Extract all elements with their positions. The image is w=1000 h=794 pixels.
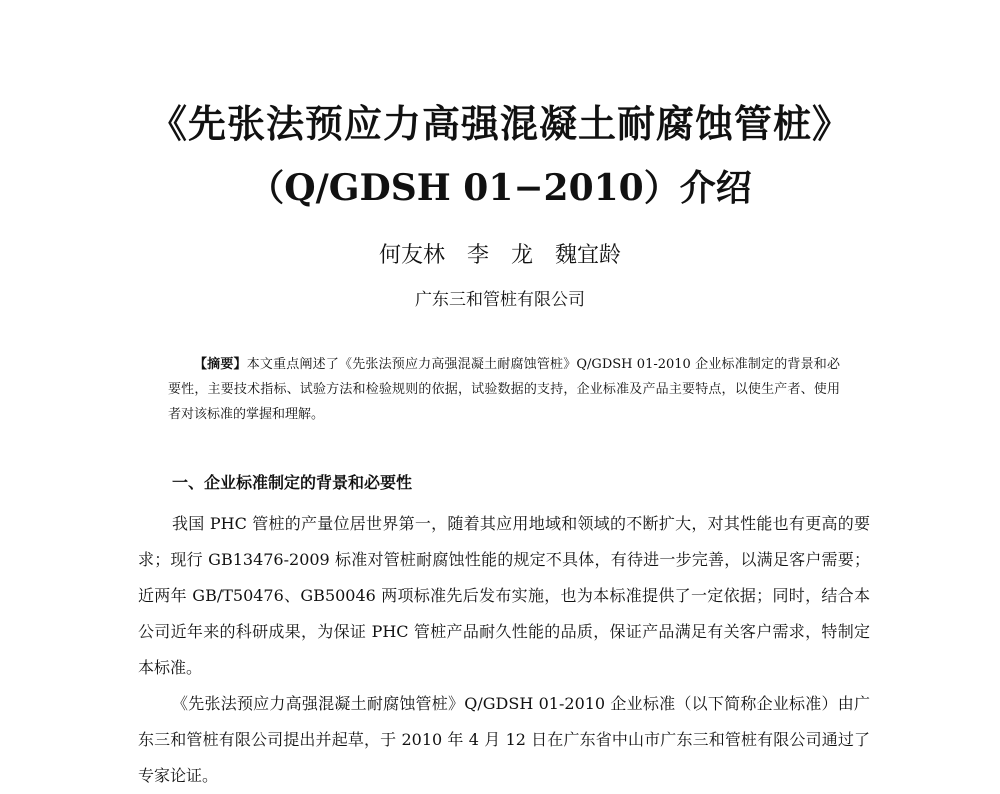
body-text <box>138 506 870 794</box>
abstract <box>168 352 840 427</box>
document-title-line-1: 《先张法预应力高强混凝土耐腐蚀管桩》 <box>148 102 851 146</box>
affiliation: 广东三和管桩有限公司 <box>415 290 585 310</box>
paragraph: 《先张法预应力高强混凝土耐腐蚀管桩》Q/GDSH 01-2010 企业标准（以下简称企业标准）由广东三和管桩有限公司提出并起草，于 2010 年 4 月 12 日在广东省中山市广东三和管桩有限公司通过了专家论证。 <box>138 694 870 785</box>
abstract-label: 【摘要】 <box>194 357 247 372</box>
section-heading: 一、企业标准制定的背景和必要性 <box>172 473 413 492</box>
paragraph: 我国 PHC 管桩的产量位居世界第一，随着其应用地域和领域的不断扩大，对其性能也有更高的要求；现行 GB13476-2009 标准对管桩耐腐蚀性能的规定不具体，有待进一步完善，以满足客户需要；近两年 GB/T50476、GB50046 两项标准先后发布实施，也为本标准提供了一定依据；同时，结合本公司近年来的科研成果，为保证 PHC 管桩产品耐久性能的品质，保证产品满足有关客户需求，特制定本标准。 <box>138 514 870 677</box>
authors: 何友林 李 龙 魏宜龄 <box>378 243 621 268</box>
abstract-text: 本文重点阐述了《先张法预应力高强混凝土耐腐蚀管桩》Q/GDSH 01-2010 企业标准制定的背景和必要性，主要技术指标、试验方法和检验规则的依据，试验数据的支持，企业标准及产品主要特点，以使生产者、使用者对该标准的掌握和理解。 <box>168 357 840 422</box>
document-title-line-2: （Q/GDSH 01−2010）介绍 <box>248 167 752 209</box>
